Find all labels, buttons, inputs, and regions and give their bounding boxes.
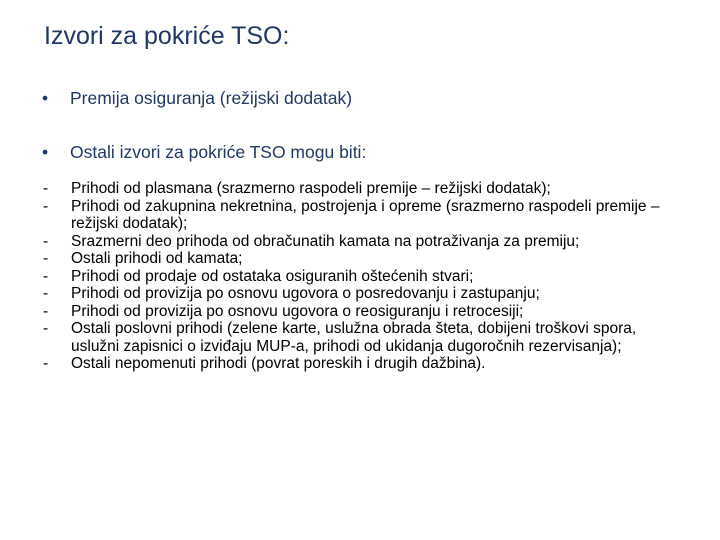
list-item-text: Prihodi od prodaje od ostataka osiguranih oštećenih stvari; <box>71 267 474 285</box>
dash-icon: - <box>43 232 49 250</box>
list-item-text: Prihodi od zakupnina nekretnina, postrojenja i opreme (srazmerno raspodeli premije – režijski dodatak); <box>71 197 660 232</box>
bullet-item-premium <box>42 88 352 109</box>
list-item <box>43 320 683 355</box>
bullet-text: Premija osiguranja (režijski dodatak) <box>70 88 353 108</box>
list-item <box>43 180 683 198</box>
list-item-text: Ostali poslovni prihodi (zelene karte, uslužna obrada šteta, dobijeni troškovi spora, uslužni zapisnici o izviđaju MUP-a, prihodi od ukidanja dugoročnih rezervisanja); <box>71 320 637 355</box>
list-item-text: Ostali prihodi od kamata; <box>71 250 243 267</box>
income-sources-list <box>43 180 683 373</box>
list-item <box>43 268 683 286</box>
dash-icon: - <box>43 197 49 215</box>
bullet-text: Ostali izvori za pokriće TSO mogu biti: <box>70 142 367 162</box>
dash-icon: - <box>43 267 49 285</box>
list-item <box>43 198 683 233</box>
bullet-item-other-sources <box>42 142 366 163</box>
bullet-icon: • <box>42 142 49 162</box>
dash-icon: - <box>43 302 49 320</box>
list-item <box>43 285 683 303</box>
list-item-text: Prihodi od provizija po osnovu ugovora o reosiguranju i retrocesiji; <box>71 302 524 320</box>
list-item-text: Prihodi od provizija po osnovu ugovora o posredovanju i zastupanju; <box>71 285 540 302</box>
list-item-text: Srazmerni deo prihoda od obračunatih kamata na potraživanja za premiju; <box>71 232 580 250</box>
list-item <box>43 355 683 373</box>
list-item <box>43 303 683 321</box>
dash-icon: - <box>43 180 49 197</box>
list-item-text: Ostali nepomenuti prihodi (povrat poreskih i drugih dažbina). <box>71 355 486 372</box>
list-item-text: Prihodi od plasmana (srazmerno raspodeli premije – režijski dodatak); <box>71 180 551 197</box>
dash-icon: - <box>43 320 49 337</box>
bullet-icon: • <box>42 88 49 108</box>
dash-icon: - <box>43 250 49 267</box>
dash-icon: - <box>43 355 49 372</box>
list-item <box>43 233 683 251</box>
list-item <box>43 250 683 268</box>
dash-icon: - <box>43 285 49 302</box>
slide-title: Izvori za pokriće TSO: <box>44 22 290 50</box>
